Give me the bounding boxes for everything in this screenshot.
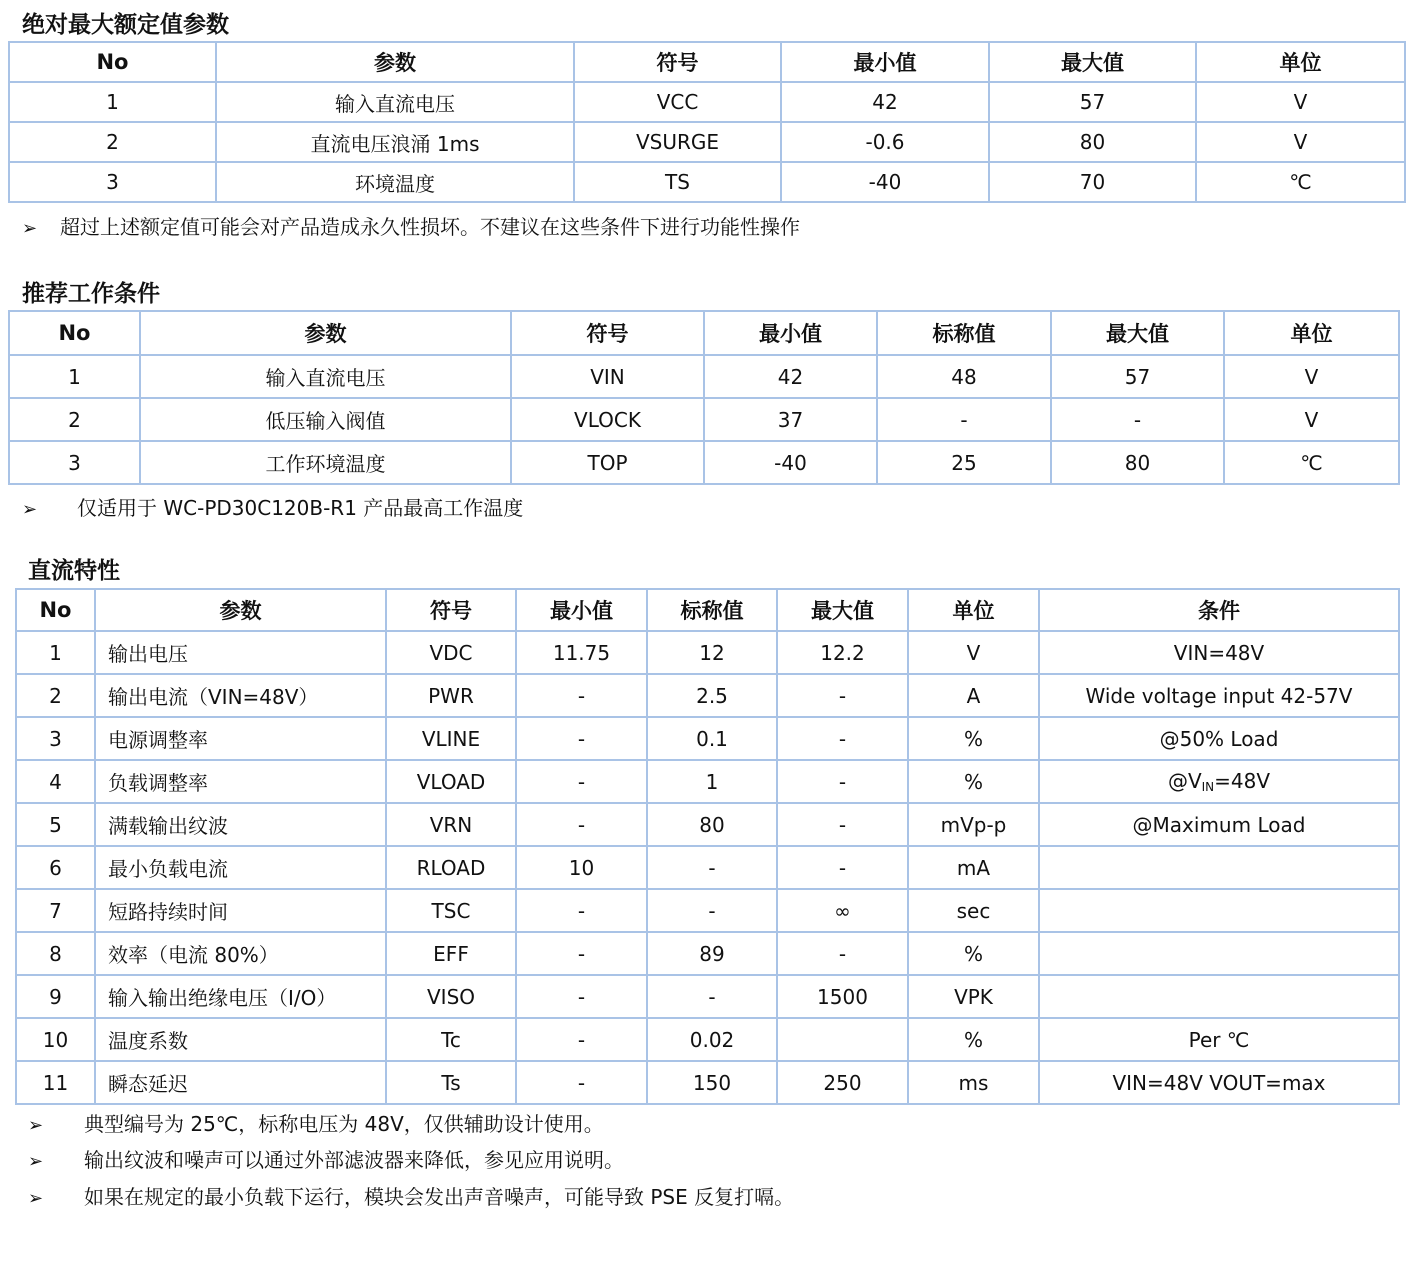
table-cell: 1 xyxy=(9,82,216,122)
column-header: 标称值 xyxy=(647,589,777,631)
table-cell: @Maximum Load xyxy=(1039,803,1399,846)
table-row xyxy=(16,1018,1399,1061)
table-cell: 12 xyxy=(647,631,777,674)
table-cell: 5 xyxy=(16,803,95,846)
table-row xyxy=(16,803,1399,846)
table-row xyxy=(16,760,1399,803)
note-item xyxy=(28,1181,794,1210)
table-cell: EFF xyxy=(386,932,516,975)
table-cell: 8 xyxy=(16,932,95,975)
table-cell: -0.6 xyxy=(781,122,989,162)
table-cell: 输出电压 xyxy=(95,631,386,674)
table-cell: VISO xyxy=(386,975,516,1018)
table-cell: 电源调整率 xyxy=(95,717,386,760)
column-header: 标称值 xyxy=(877,311,1051,355)
table-cell: 输入输出绝缘电压（I/O） xyxy=(95,975,386,1018)
table-cell: 输入直流电压 xyxy=(140,355,511,398)
bullet-arrow-icon: ➢ xyxy=(28,1188,44,1209)
table-cell: 57 xyxy=(1051,355,1224,398)
table-cell: - xyxy=(777,803,908,846)
table-cell: 80 xyxy=(989,122,1196,162)
table-row xyxy=(16,889,1399,932)
table-cell: 低压输入阀值 xyxy=(140,398,511,441)
table-cell: % xyxy=(908,760,1039,803)
note-item xyxy=(22,211,800,240)
column-header: 参数 xyxy=(140,311,511,355)
table-cell: VIN xyxy=(511,355,704,398)
table-cell: 2 xyxy=(16,674,95,717)
note-text: 典型编号为 25℃，标称电压为 48V，仅供辅助设计使用。 xyxy=(84,1112,604,1136)
table-cell: 1500 xyxy=(777,975,908,1018)
table-row xyxy=(9,122,1405,162)
table-row xyxy=(9,398,1399,441)
table-cell: 3 xyxy=(16,717,95,760)
table-row xyxy=(16,932,1399,975)
table-cell: 负载调整率 xyxy=(95,760,386,803)
note-text: 仅适用于 WC-PD30C120B-R1 产品最高工作温度 xyxy=(77,496,524,520)
table-cell: 150 xyxy=(647,1061,777,1104)
column-header: 符号 xyxy=(574,42,781,82)
table-cell: - xyxy=(516,803,647,846)
table-cell: 2.5 xyxy=(647,674,777,717)
table-cell: RLOAD xyxy=(386,846,516,889)
column-header: No xyxy=(16,589,95,631)
table-cell: - xyxy=(777,760,908,803)
table-cell: 11.75 xyxy=(516,631,647,674)
column-header: 符号 xyxy=(386,589,516,631)
table-cell: 11 xyxy=(16,1061,95,1104)
table-cell: - xyxy=(777,717,908,760)
table-cell: VIN=48V VOUT=max xyxy=(1039,1061,1399,1104)
table-cell: A xyxy=(908,674,1039,717)
table-cell: % xyxy=(908,717,1039,760)
table-cell: 短路持续时间 xyxy=(95,889,386,932)
table-cell: 6 xyxy=(16,846,95,889)
table-cell: Ts xyxy=(386,1061,516,1104)
table-row xyxy=(16,846,1399,889)
table-cell: $@V_{IN}=48V$ xyxy=(1039,760,1399,803)
table-cell: - xyxy=(516,975,647,1018)
table-cell: - xyxy=(516,889,647,932)
table-row xyxy=(9,441,1399,484)
table-cell xyxy=(1039,975,1399,1018)
table-cell: 0.02 xyxy=(647,1018,777,1061)
table-cell: 环境温度 xyxy=(216,162,574,202)
table-cell: - xyxy=(516,932,647,975)
table-row xyxy=(9,355,1399,398)
table-cell: ℃ xyxy=(1196,162,1405,202)
column-header: 参数 xyxy=(95,589,386,631)
table-cell xyxy=(1039,932,1399,975)
table-cell: 57 xyxy=(989,82,1196,122)
table-cell: V xyxy=(908,631,1039,674)
table-cell: TS xyxy=(574,162,781,202)
table-cell: 输出电流（VIN=48V） xyxy=(95,674,386,717)
table-cell: - xyxy=(516,1061,647,1104)
column-header: 单位 xyxy=(908,589,1039,631)
note-item xyxy=(28,1108,604,1137)
table-cell: 80 xyxy=(1051,441,1224,484)
table-cell: 满载输出纹波 xyxy=(95,803,386,846)
note-item xyxy=(28,1144,624,1173)
table-cell: % xyxy=(908,932,1039,975)
table-cell: 10 xyxy=(16,1018,95,1061)
bullet-arrow-icon: ➢ xyxy=(22,499,38,520)
table-cell: VIN=48V xyxy=(1039,631,1399,674)
column-header: 最小值 xyxy=(516,589,647,631)
table-cell: 温度系数 xyxy=(95,1018,386,1061)
note-text: 输出纹波和噪声可以通过外部滤波器来降低，参见应用说明。 xyxy=(84,1148,624,1172)
dc-characteristics-title: 直流特性 xyxy=(28,558,120,584)
table-cell: - xyxy=(777,674,908,717)
table-cell: 2 xyxy=(9,122,216,162)
table-cell: VDC xyxy=(386,631,516,674)
table-cell: - xyxy=(516,674,647,717)
table-cell: - xyxy=(777,846,908,889)
table-row xyxy=(9,82,1405,122)
table-cell: 42 xyxy=(781,82,989,122)
table-cell: 效率（电流 80%） xyxy=(95,932,386,975)
table-cell: 10 xyxy=(516,846,647,889)
table-header-row xyxy=(16,589,1399,631)
table-cell: 3 xyxy=(9,441,140,484)
table-cell: 25 xyxy=(877,441,1051,484)
table-cell: TSC xyxy=(386,889,516,932)
table-cell: VCC xyxy=(574,82,781,122)
table-cell: Wide voltage input 42-57V xyxy=(1039,674,1399,717)
table-cell: - xyxy=(516,717,647,760)
table-cell: 1 xyxy=(647,760,777,803)
table-cell: VLOCK xyxy=(511,398,704,441)
column-header: 符号 xyxy=(511,311,704,355)
table-cell: 42 xyxy=(704,355,877,398)
table-cell: % xyxy=(908,1018,1039,1061)
table-cell: 37 xyxy=(704,398,877,441)
table-cell: 89 xyxy=(647,932,777,975)
dc-characteristics-table xyxy=(15,588,1400,1105)
table-cell xyxy=(1039,889,1399,932)
table-cell: V xyxy=(1224,398,1399,441)
table-cell: - xyxy=(1051,398,1224,441)
column-header: 最大值 xyxy=(989,42,1196,82)
table-cell: - xyxy=(647,846,777,889)
table-cell: 1 xyxy=(9,355,140,398)
table-cell: 工作环境温度 xyxy=(140,441,511,484)
table-cell: V xyxy=(1224,355,1399,398)
table-cell: 输入直流电压 xyxy=(216,82,574,122)
table-row xyxy=(16,975,1399,1018)
table-cell: mA xyxy=(908,846,1039,889)
table-cell: @50% Load xyxy=(1039,717,1399,760)
table-row xyxy=(16,674,1399,717)
table-header-row xyxy=(9,42,1405,82)
table-cell: VSURGE xyxy=(574,122,781,162)
table-cell: 最小负载电流 xyxy=(95,846,386,889)
table-cell: VRN xyxy=(386,803,516,846)
table-cell: Tc xyxy=(386,1018,516,1061)
table-cell: - xyxy=(516,1018,647,1061)
table-cell: 4 xyxy=(16,760,95,803)
table-cell: mVp-p xyxy=(908,803,1039,846)
table-cell: 70 xyxy=(989,162,1196,202)
column-header: 最小值 xyxy=(704,311,877,355)
recommended-conditions-title: 推荐工作条件 xyxy=(22,281,160,307)
column-header: 条件 xyxy=(1039,589,1399,631)
table-cell: sec xyxy=(908,889,1039,932)
table-cell: -40 xyxy=(704,441,877,484)
table-cell: TOP xyxy=(511,441,704,484)
column-header: No xyxy=(9,311,140,355)
table-cell xyxy=(1039,846,1399,889)
note-text: 超过上述额定值可能会对产品造成永久性损坏。不建议在这些条件下进行功能性操作 xyxy=(60,215,800,239)
table-header-row xyxy=(9,311,1399,355)
table-cell: - xyxy=(777,932,908,975)
column-header: 最大值 xyxy=(777,589,908,631)
bullet-arrow-icon: ➢ xyxy=(28,1115,44,1136)
table-cell: 直流电压浪涌 1ms xyxy=(216,122,574,162)
table-cell: VLINE xyxy=(386,717,516,760)
table-cell: -40 xyxy=(781,162,989,202)
table-cell: - xyxy=(647,975,777,1018)
table-cell: ℃ xyxy=(1224,441,1399,484)
column-header: 单位 xyxy=(1224,311,1399,355)
column-header: No xyxy=(9,42,216,82)
table-cell: - xyxy=(516,760,647,803)
table-cell: Per ℃ xyxy=(1039,1018,1399,1061)
table-row xyxy=(9,162,1405,202)
note-text: 如果在规定的最小负载下运行，模块会发出声音噪声，可能导致 PSE 反复打嗝。 xyxy=(84,1185,795,1209)
table-cell: ∞ xyxy=(777,889,908,932)
recommended-conditions-table xyxy=(8,310,1400,485)
note-item xyxy=(22,492,523,521)
table-cell: 瞬态延迟 xyxy=(95,1061,386,1104)
table-cell: - xyxy=(647,889,777,932)
table-cell xyxy=(777,1018,908,1061)
table-cell: VPK xyxy=(908,975,1039,1018)
column-header: 参数 xyxy=(216,42,574,82)
table-cell: 48 xyxy=(877,355,1051,398)
table-cell: ms xyxy=(908,1061,1039,1104)
column-header: 最小值 xyxy=(781,42,989,82)
table-cell: 12.2 xyxy=(777,631,908,674)
column-header: 最大值 xyxy=(1051,311,1224,355)
table-cell: - xyxy=(877,398,1051,441)
table-cell: V xyxy=(1196,122,1405,162)
table-cell: V xyxy=(1196,82,1405,122)
abs-max-table xyxy=(8,41,1406,203)
table-cell: 250 xyxy=(777,1061,908,1104)
table-cell: 80 xyxy=(647,803,777,846)
table-cell: 1 xyxy=(16,631,95,674)
bullet-arrow-icon: ➢ xyxy=(28,1151,44,1172)
table-cell: VLOAD xyxy=(386,760,516,803)
table-cell: 0.1 xyxy=(647,717,777,760)
abs-max-title: 绝对最大额定值参数 xyxy=(22,12,229,38)
table-row xyxy=(16,717,1399,760)
column-header: 单位 xyxy=(1196,42,1405,82)
table-row xyxy=(16,1061,1399,1104)
table-cell: PWR xyxy=(386,674,516,717)
table-cell: 2 xyxy=(9,398,140,441)
table-cell: 3 xyxy=(9,162,216,202)
table-cell: 9 xyxy=(16,975,95,1018)
bullet-arrow-icon: ➢ xyxy=(22,218,38,239)
table-row xyxy=(16,631,1399,674)
table-cell: 7 xyxy=(16,889,95,932)
